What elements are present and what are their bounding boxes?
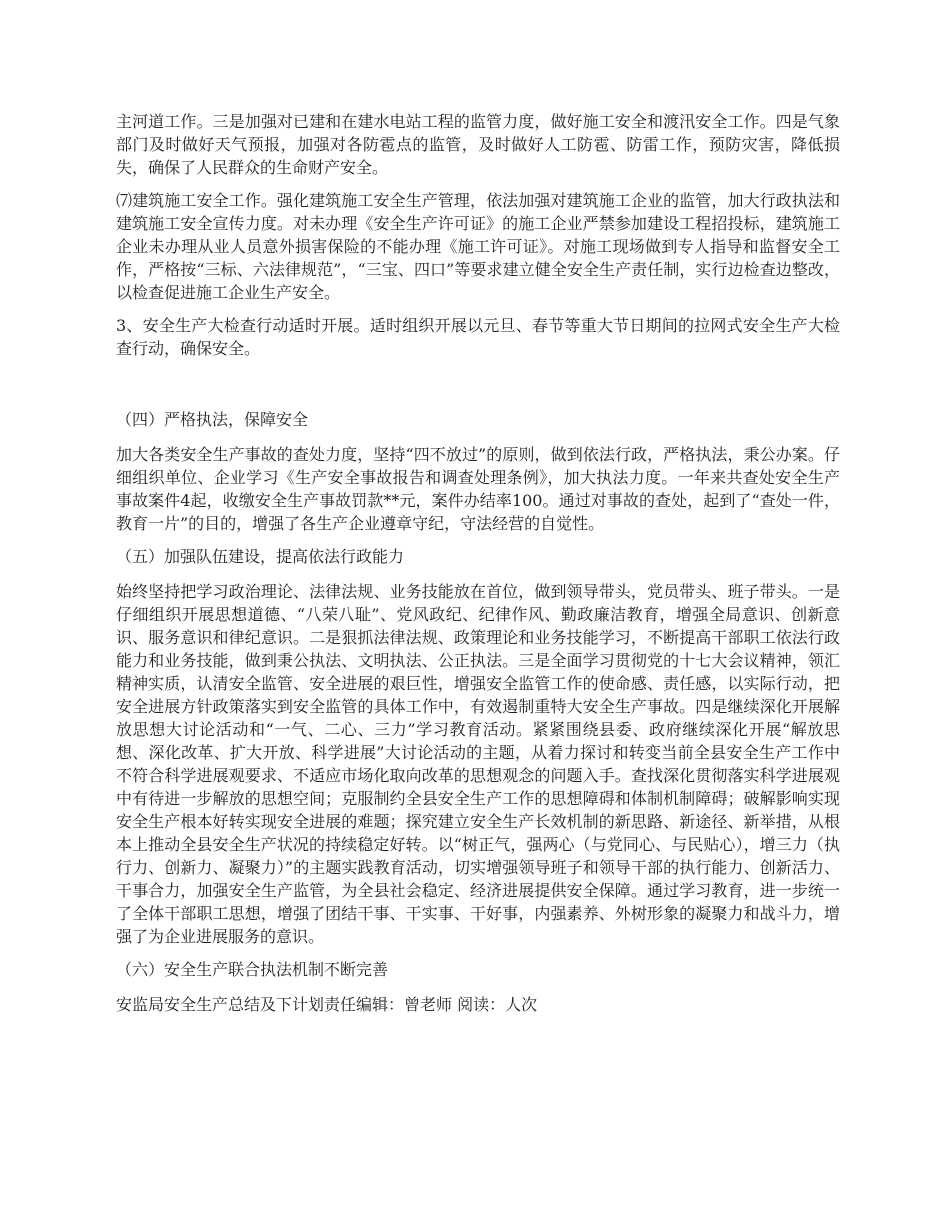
paragraph-footer-note: 安监局安全生产总结及下计划责任编辑：曾老师 阅读：人次 xyxy=(116,995,538,1014)
paragraph-law-enforcement: 加大各类安全生产事故的查处力度，坚持“四不放过”的原则，做到依法行政，严格执法，秉公办案。仔细组织单位、企业学习《生产安全事故报告和调查处理条例》，加大执法力度。一年来共查处安全生产事故案件4起，收缴安全生产事故罚款**元，案件办结率100。通过对事故的查处，起到了“查处一件，教育一片”的目的，增强了各生产企业遵章守纪，守法经营的自觉性。 xyxy=(116,445,840,533)
section-heading-5: （五）加强队伍建设，提高依法行政能力 xyxy=(116,547,405,566)
section-heading-4: （四）严格执法，保障安全 xyxy=(116,410,309,429)
section-heading-6: （六）安全生产联合执法机制不断完善 xyxy=(116,960,389,979)
paragraph-construction-safety: ⑺建筑施工安全工作。强化建筑施工安全生产管理，依法加强对建筑施工企业的监管，加大行政执法和建筑施工安全宣传力度。对未办理《安全生产许可证》的施工企业严禁参加建设工程招投标，建筑施工企业未办理从业人员意外损害保险的不能办理《施工许可证》。对施工现场做到专人指导和监督安全工作，严格按“三标、六法律规范”，“三宝、四口”等要求建立健全安全生产责任制，实行边检查边整改，以检查促进施工企业生产安全。 xyxy=(116,191,840,302)
paragraph-team-building: 始终坚持把学习政治理论、法律法规、业务技能放在首位，做到领导带头，党员带头、班子带头。一是仔细组织开展思想道德、“八荣八耻”、党风政纪、纪律作风、勤政廉洁教育，增强全局意识、创新意识、服务意识和律纪意识。二是狠抓法律法规、政策理论和业务技能学习，不断提高干部职工依法行政能力和业务技能，做到秉公执法、文明执法、公正执法。三是全面学习贯彻党的十七大会议精神，领汇精神实质，认清安全监管、安全进展的艰巨性，增强安全监管工作的使命感、责任感，以实际行动，把安全进展方针政策落实到安全监管的具体工作中，有效遏制重特大安全生产事故。四是继续深化开展解放思想大讨论活动和“一气、二心、三力”学习教育活动。紧紧围绕县委、政府继续深化开展“解放思想、深化改革、扩大开放、科学进展”大讨论活动的主题，从着力探讨和转变当前全县安全生产工作中不符合科学进展观要求、不适应市场化取向改革的思想观念的问题入手。查找深化贯彻落实科学进展观中有待进一步解放的思想空间；克服制约全县安全生产工作的思想障碍和体制机制障碍；破解影响实现安全生产根本好转实现安全进展的难题；探究建立安全生产长效机制的新思路、新途径、新举措，从根本上推动全县安全生产状况的持续稳定好转。以“树正气，强两心（与党同心、与民贴心），增三力（执行力、创新力、凝聚力）”的主题实践教育活动，切实增强领导班子和领导干部的执行能力、创新活力、干事合力，加强安全生产监管，为全县社会稳定、经济进展提供安全保障。通过学习教育，进一步统一了全体干部职工思想，增强了团结干事、干实事、干好事，内强素养、外树形象的凝聚力和战斗力，增强了为企业进展服务的意识。 xyxy=(116,582,840,946)
paragraph-inspection: 3、安全生产大检查行动适时开展。适时组织开展以元旦、春节等重大节日期间的拉网式安全生产大检查行动，确保安全。 xyxy=(116,316,840,358)
paragraph-river-work: 主河道工作。三是加强对已建和在建水电站工程的监管力度，做好施工安全和渡汛安全工作。四是气象部门及时做好天气预报，加强对各防雹点的监管，及时做好人工防雹、防雷工作，预防灾害，降低损失，确保了人民群众的生命财产安全。 xyxy=(116,112,840,177)
document-page xyxy=(116,110,840,1026)
section-spacer xyxy=(116,370,840,408)
